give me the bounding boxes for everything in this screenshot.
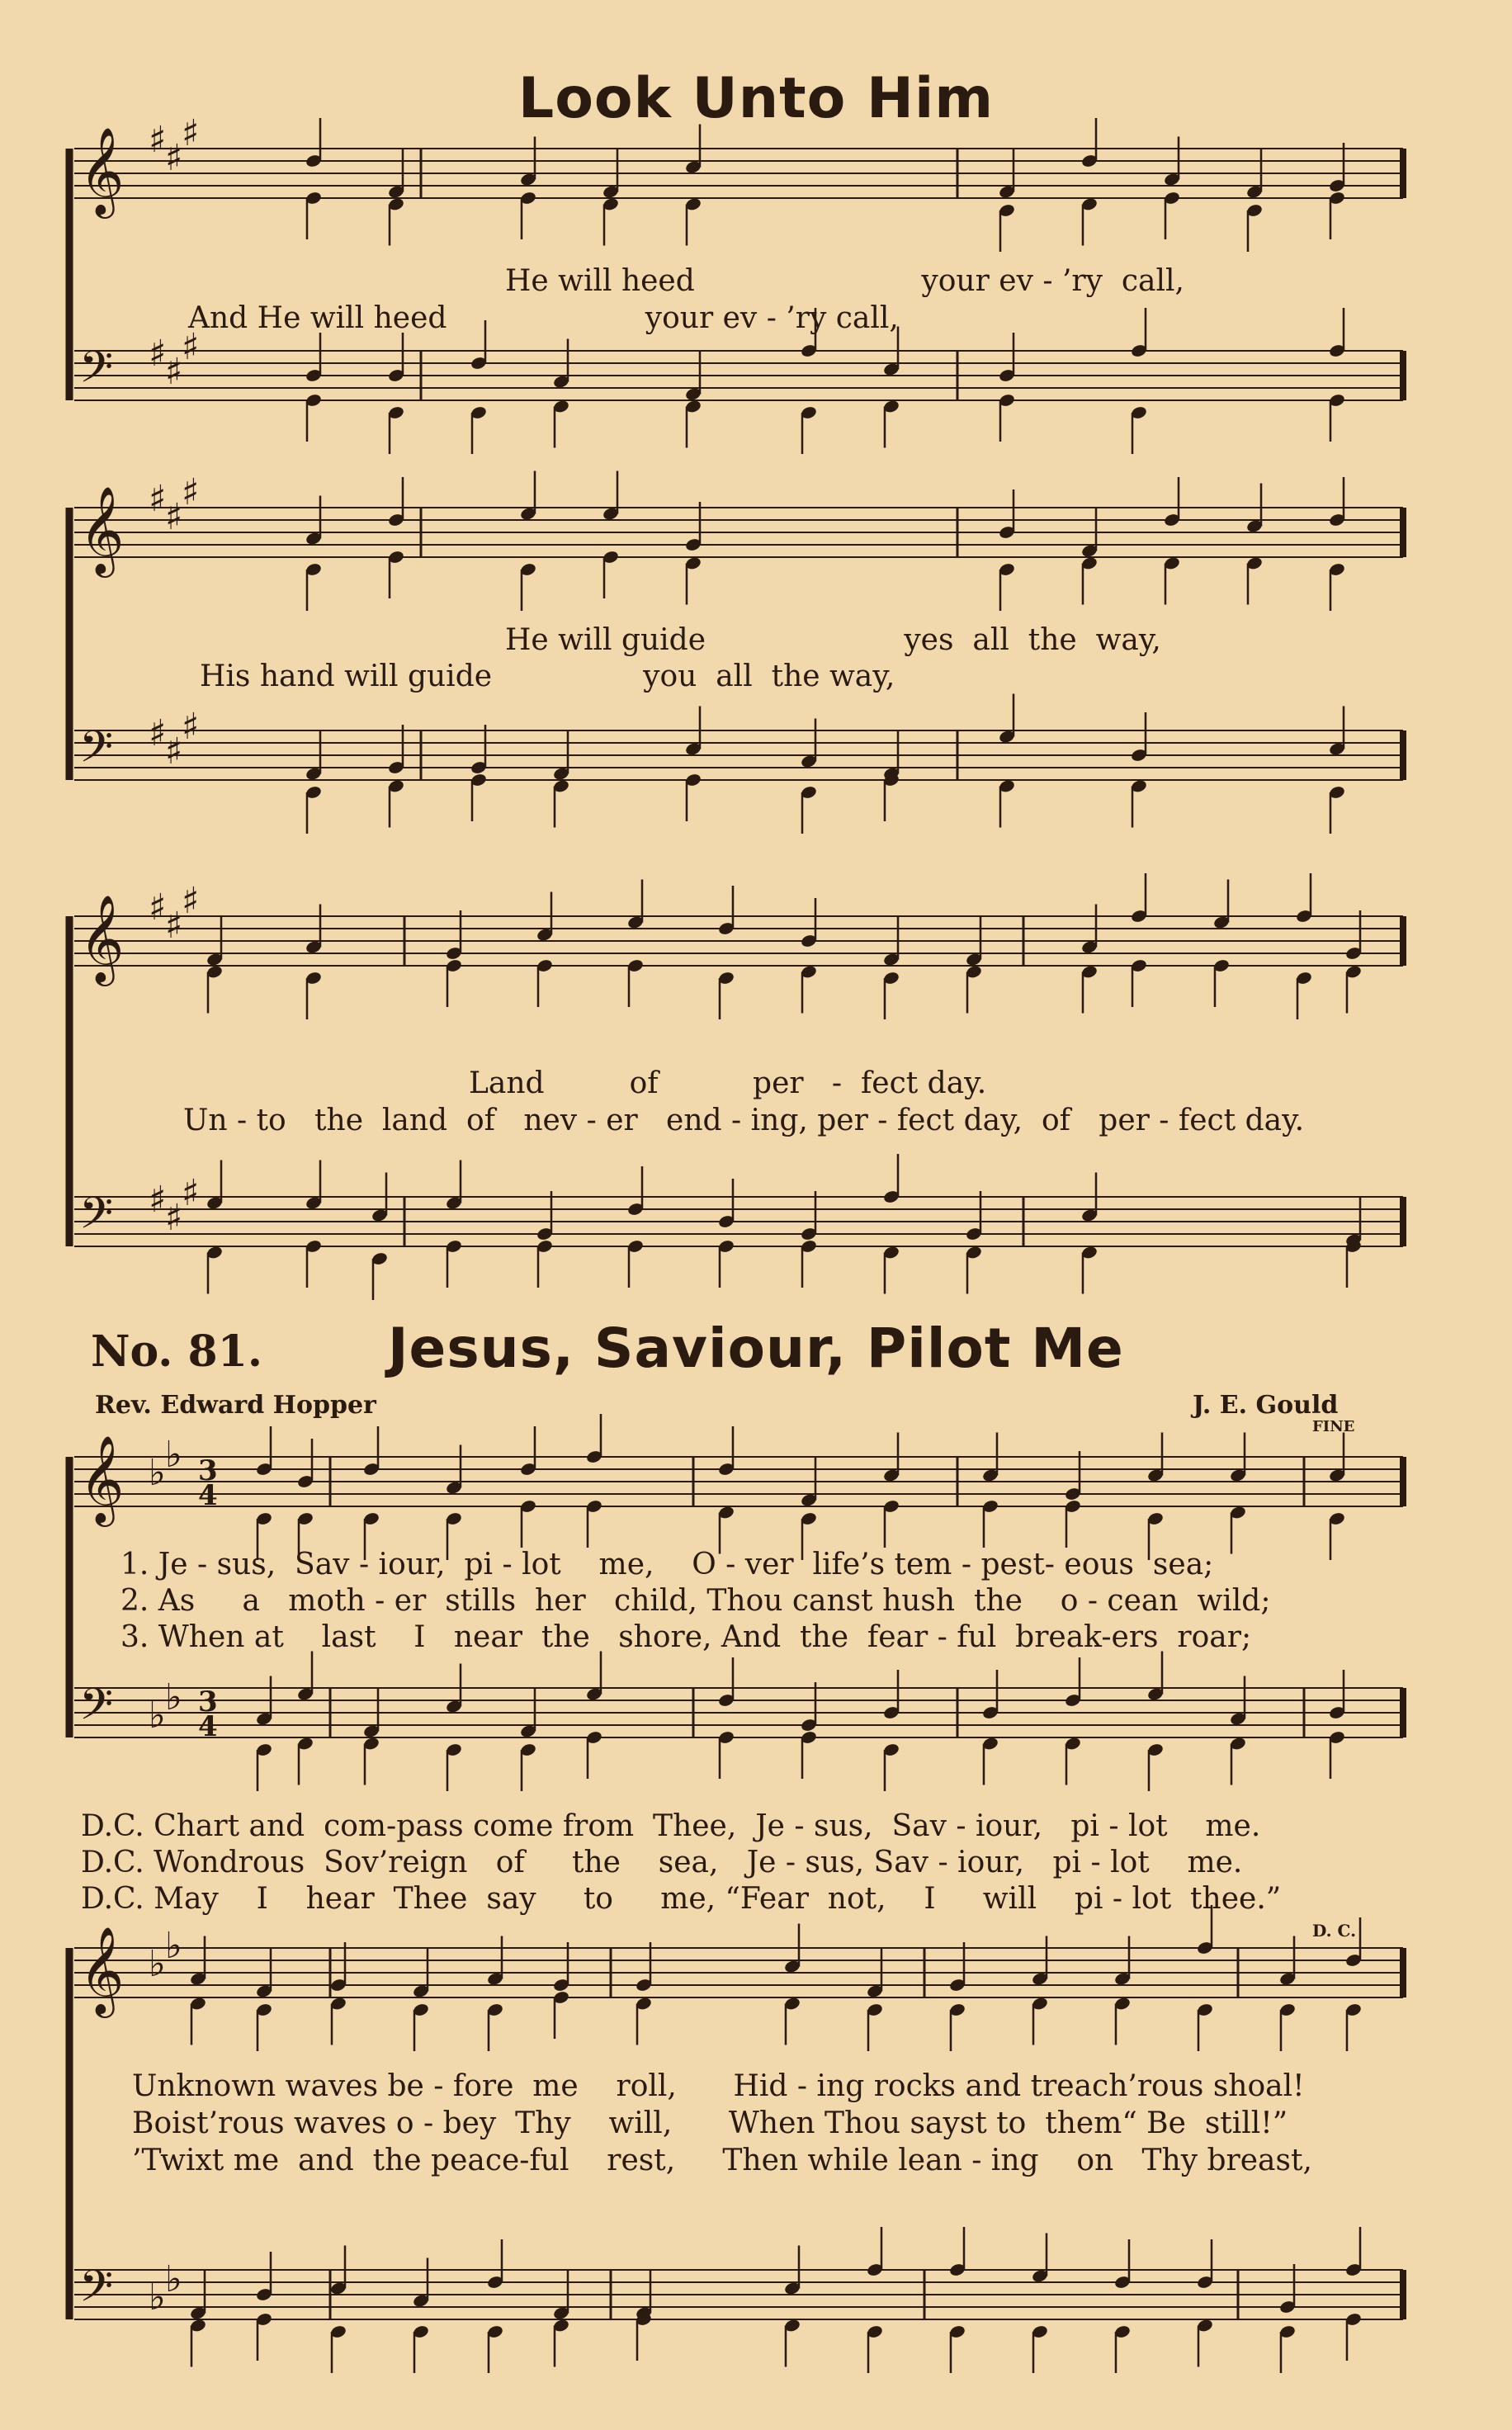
dc-line-2: D.C. Wondrous Sov’reign of the sea, Je - sus, Sav - iour, pi - lot me. xyxy=(81,1846,1243,1879)
hymn-title-look-unto-him: Look Unto Him xyxy=(517,66,995,131)
time-signature-top: 3 xyxy=(198,1685,218,1718)
treble-clef-icon: 𝄞 xyxy=(79,1435,125,1523)
flat-icon: ♭ xyxy=(149,1452,166,1494)
treble-clef-icon: 𝄞 xyxy=(79,485,125,574)
lyric-line-1b: And He will heed your ev - ’ry call, xyxy=(188,301,899,335)
treble-clef-icon: 𝄞 xyxy=(79,1926,125,2014)
dc-mark: D. C. xyxy=(1312,1921,1357,1941)
hymn-title-jesus-saviour-pilot-me: Jesus, Saviour, Pilot Me xyxy=(388,1317,1124,1380)
sharp-icon: ♯ xyxy=(165,730,183,773)
hymn-number: No. 81. xyxy=(91,1326,262,1377)
bass-clef-icon: 𝄢 xyxy=(79,1189,114,1250)
sharp-icon: ♯ xyxy=(182,1172,200,1214)
sharp-icon: ♯ xyxy=(165,1197,183,1239)
sharp-icon: ♯ xyxy=(165,351,183,393)
flat-icon: ♭ xyxy=(165,1676,182,1718)
time-signature-bottom: 4 xyxy=(198,1710,218,1743)
sharp-icon: ♯ xyxy=(149,478,167,520)
lyric-line-1a: He will heed your ev - ’ry call, xyxy=(505,264,1184,298)
bass-clef-icon: 𝄢 xyxy=(79,722,114,783)
treble-clef-icon: 𝄞 xyxy=(79,126,125,215)
sharp-icon: ♯ xyxy=(165,137,183,179)
treble-clef-icon: 𝄞 xyxy=(79,894,125,982)
flat-icon: ♭ xyxy=(165,1434,182,1476)
flat-icon: ♭ xyxy=(165,1925,182,1967)
sharp-icon: ♯ xyxy=(149,1179,167,1221)
bass-clef-icon: 𝄢 xyxy=(79,343,114,404)
refrain-line-2: Boist’rous waves o - bey Thy will, When Thou sayst to them“ Be still!” xyxy=(132,2106,1288,2140)
time-signature-top: 3 xyxy=(198,1454,218,1487)
sharp-icon: ♯ xyxy=(165,496,183,538)
lyric-line-2a: He will guide yes all the way, xyxy=(505,623,1161,657)
sharp-icon: ♯ xyxy=(149,712,167,754)
sharp-icon: ♯ xyxy=(182,706,200,748)
flat-icon: ♭ xyxy=(149,1943,166,1985)
composer: J. E. Gould xyxy=(1193,1391,1339,1420)
verse-1: 1. Je - sus, Sav - iour, pi - lot me, O - ver life’s tem - pest- eous sea; xyxy=(120,1548,1214,1581)
refrain-line-1: Unknown waves be - fore me roll, Hid - ing rocks and treach’rous shoal! xyxy=(132,2069,1305,2103)
lyric-line-3a: Land of per - fect day. xyxy=(469,1066,987,1100)
sharp-icon: ♯ xyxy=(182,471,200,513)
hymn-header xyxy=(91,1317,1444,1391)
lyricist: Rev. Edward Hopper xyxy=(95,1391,376,1420)
refrain-line-3: ’Twixt me and the peace-ful rest, Then while lean - ing on Thy breast, xyxy=(132,2144,1312,2177)
fine-mark: FINE xyxy=(1312,1418,1355,1435)
dc-line-3: D.C. May I hear Thee say to me, “Fear not, I will pi - lot thee.” xyxy=(81,1882,1282,1916)
dc-line-1: D.C. Chart and com-pass come from Thee, Je - sus, Sav - iour, pi - lot me. xyxy=(81,1809,1261,1843)
verse-3: 3. When at last I near the shore, And the fear - ful break-ers roar; xyxy=(120,1620,1252,1654)
bass-clef-icon: 𝄢 xyxy=(79,1680,114,1741)
time-signature-bottom: 4 xyxy=(198,1479,218,1512)
flat-icon: ♭ xyxy=(149,2276,166,2319)
sharp-icon: ♯ xyxy=(182,112,200,154)
sharp-icon: ♯ xyxy=(149,333,167,375)
lyric-line-2b: His hand will guide you all the way, xyxy=(200,660,895,693)
flat-icon: ♭ xyxy=(165,2258,182,2300)
verse-2: 2. As a moth - er stills her child, Thou canst hush the o - cean wild; xyxy=(120,1584,1271,1618)
sharp-icon: ♯ xyxy=(165,905,183,947)
lyric-line-3b: Un - to the land of nev - er end - ing, per - fect day, of per - fect day. xyxy=(183,1104,1305,1137)
sharp-icon: ♯ xyxy=(149,119,167,161)
bass-clef-icon: 𝄢 xyxy=(79,2262,114,2323)
sharp-icon: ♯ xyxy=(182,326,200,368)
sharp-icon: ♯ xyxy=(149,886,167,929)
sharp-icon: ♯ xyxy=(182,880,200,922)
flat-icon: ♭ xyxy=(149,1695,166,1737)
